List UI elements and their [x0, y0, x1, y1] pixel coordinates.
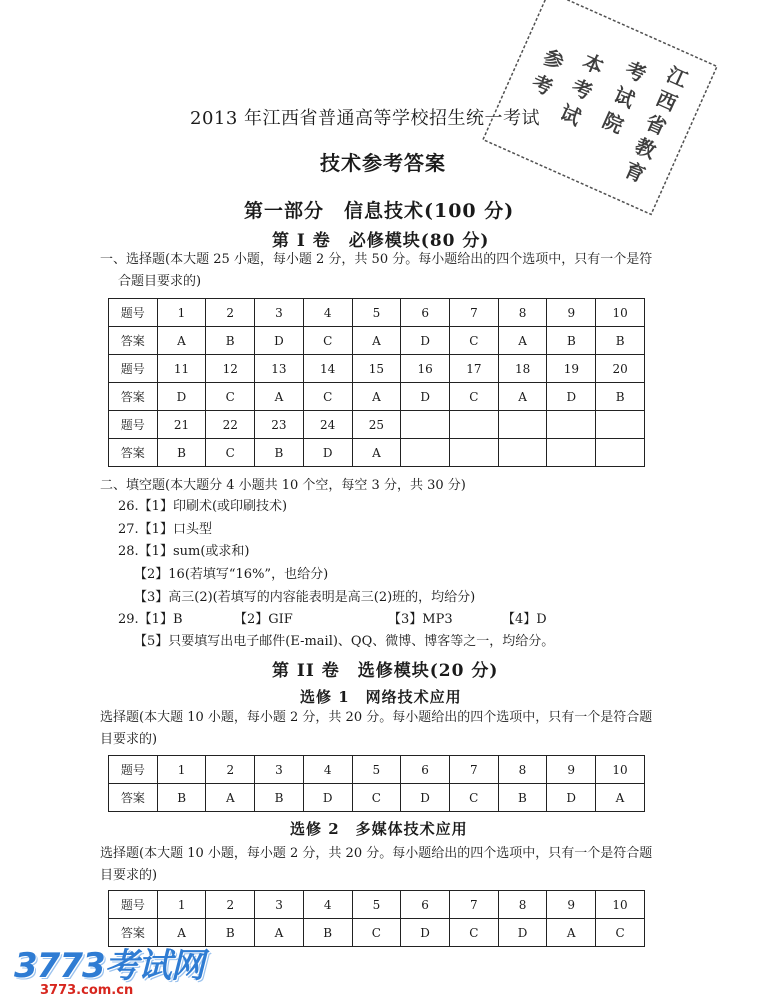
table-cell — [498, 411, 547, 439]
table-cell: 2 — [206, 756, 255, 784]
table-cell: C — [303, 327, 352, 355]
elective1-instructions-line2: 目要求的) — [100, 732, 158, 747]
table-cell: 7 — [449, 891, 498, 919]
table-cell: 7 — [450, 299, 499, 327]
table-cell: B — [498, 784, 547, 812]
stamp-char: 考 — [621, 56, 650, 87]
elective1-answer-table — [108, 755, 645, 812]
table-cell: B — [206, 919, 255, 947]
stamp-mark: 考 — [528, 69, 557, 101]
table-cell: A — [498, 383, 547, 411]
table-cell: A — [352, 383, 401, 411]
table-cell: 25 — [352, 411, 401, 439]
table-cell: B — [206, 327, 255, 355]
table-cell: 4 — [303, 891, 352, 919]
table-cell: B — [157, 784, 206, 812]
answer-28-1: 28.【1】sum(或求和) — [118, 544, 250, 559]
stamp-char: 院 — [598, 107, 627, 139]
table-cell: 15 — [352, 355, 401, 383]
table-cell: B — [596, 327, 645, 355]
table-cell: D — [401, 919, 450, 947]
row-header-cell: 题号 — [109, 355, 158, 383]
stamp-char: 教 — [631, 133, 660, 164]
table-cell: A — [596, 784, 645, 812]
table-cell: A — [255, 383, 304, 411]
table-cell: A — [157, 919, 206, 947]
table-cell: A — [352, 327, 401, 355]
question-number-row — [109, 299, 645, 327]
table-cell: B — [303, 919, 352, 947]
row-header-cell: 答案 — [109, 784, 158, 812]
table-cell: D — [401, 784, 450, 812]
row-header-cell: 题号 — [109, 411, 158, 439]
answer-key-title: 技术参考答案 — [320, 151, 446, 175]
table-cell: C — [206, 383, 255, 411]
answer-29-2: 【2】GIF — [234, 612, 293, 627]
answer-29-5: 【5】只要填写出电子邮件(E-mail)、QQ、微博、博客等之一，均给分。 — [134, 634, 555, 649]
table-cell: 1 — [157, 891, 206, 919]
table-cell: 7 — [449, 756, 498, 784]
table-cell: 18 — [498, 355, 547, 383]
table-cell: 8 — [498, 299, 547, 327]
section1-instructions-line1: 一、选择题(本大题 25 小题，每小题 2 分，共 50 分。每小题给出的四个选项中，只有一个是符 — [100, 252, 653, 267]
table-cell: 21 — [157, 411, 206, 439]
table-cell: 5 — [352, 756, 401, 784]
table-cell — [450, 439, 499, 467]
table-cell — [450, 411, 499, 439]
row-header-cell: 题号 — [109, 299, 158, 327]
table-cell: 10 — [596, 299, 645, 327]
answer-row — [109, 383, 645, 411]
table-cell: 9 — [547, 891, 596, 919]
part-heading: 第一部分 信息技术(100 分) — [244, 200, 515, 222]
stamp-mark: 考 — [567, 74, 596, 105]
table-cell: 2 — [206, 299, 255, 327]
table-cell: C — [352, 784, 401, 812]
table-cell: 20 — [596, 355, 645, 383]
table-cell: 3 — [255, 756, 304, 784]
table-cell: D — [157, 383, 206, 411]
row-header-cell: 题号 — [109, 891, 158, 919]
table-cell: 6 — [401, 299, 450, 327]
table-cell: D — [498, 919, 547, 947]
table-cell: 5 — [352, 299, 401, 327]
table-cell: D — [255, 327, 304, 355]
table-cell — [596, 439, 645, 467]
volume2-heading: 第 II 卷 选修模块(20 分) — [272, 661, 499, 681]
row-header-cell: 答案 — [109, 919, 158, 947]
volume1-heading: 第 I 卷 必修模块(80 分) — [272, 231, 490, 251]
table-cell: B — [157, 439, 206, 467]
table-cell: A — [352, 439, 401, 467]
stamp-char: 西 — [652, 85, 681, 116]
answer-26: 26.【1】印刷术(或印刷技术) — [118, 499, 288, 514]
table-cell: D — [401, 383, 450, 411]
table-cell: 10 — [596, 756, 645, 784]
question-number-row — [109, 891, 645, 919]
question-number-row — [109, 756, 645, 784]
row-header-cell: 答案 — [109, 383, 158, 411]
table-cell: 12 — [206, 355, 255, 383]
table-cell — [401, 439, 450, 467]
table-cell: B — [547, 327, 596, 355]
table-cell — [596, 411, 645, 439]
table-cell — [401, 411, 450, 439]
table-cell: 8 — [498, 756, 547, 784]
stamp-mark: 本 — [579, 48, 608, 79]
table-cell: 6 — [401, 891, 450, 919]
table-cell: A — [255, 919, 304, 947]
table-cell: 5 — [352, 891, 401, 919]
table-cell: C — [352, 919, 401, 947]
site-logo — [14, 938, 204, 998]
table-cell: D — [547, 383, 596, 411]
stamp-char: 育 — [620, 157, 649, 188]
answer-28-2: 【2】16(若填写“16%”，也给分) — [134, 567, 329, 582]
elective2-instructions-line1: 选择题(本大题 10 小题，每小题 2 分，共 20 分。每小题给出的四个选项中，只有一个是符合题 — [100, 846, 653, 861]
answer-29-1: 29.【1】B — [118, 612, 183, 627]
table-cell: 24 — [303, 411, 352, 439]
table-cell: D — [401, 327, 450, 355]
table-cell: 1 — [157, 756, 206, 784]
section2-heading: 二、填空题(本大题分 4 小题共 10 个空，每空 3 分，共 30 分) — [100, 478, 466, 493]
table-cell: C — [206, 439, 255, 467]
table-cell: C — [450, 383, 499, 411]
answer-row — [109, 784, 645, 812]
table-cell — [547, 411, 596, 439]
section1-answer-table — [108, 298, 645, 467]
answer-row — [109, 327, 645, 355]
table-cell: A — [206, 784, 255, 812]
table-cell: 19 — [547, 355, 596, 383]
table-cell: 23 — [255, 411, 304, 439]
elective1-instructions-line1: 选择题(本大题 10 小题，每小题 2 分，共 20 分。每小题给出的四个选项中，只有一个是符合题 — [100, 710, 653, 725]
table-cell: C — [449, 919, 498, 947]
question-number-row — [109, 411, 645, 439]
table-cell: D — [303, 439, 352, 467]
section1-instructions-line2: 合题目要求的) — [118, 274, 202, 289]
logo-url: 3773.com.cn — [40, 983, 134, 998]
logo-text: 3773考试网 — [14, 946, 204, 986]
stamp-char: 试 — [610, 82, 639, 113]
table-cell — [547, 439, 596, 467]
table-cell: 4 — [303, 756, 352, 784]
table-cell: 3 — [255, 299, 304, 327]
answer-27: 27.【1】口头型 — [118, 522, 212, 537]
table-cell: C — [303, 383, 352, 411]
stamp-mark: 试 — [556, 100, 585, 131]
table-cell: B — [255, 439, 304, 467]
table-cell: C — [596, 919, 645, 947]
stamp-mark: 参 — [539, 44, 568, 75]
table-cell: 4 — [303, 299, 352, 327]
table-cell: 11 — [157, 355, 206, 383]
elective2-heading: 选修 2 多媒体技术应用 — [290, 820, 468, 838]
table-cell: B — [596, 383, 645, 411]
table-cell: A — [498, 327, 547, 355]
table-cell: C — [449, 784, 498, 812]
table-cell: D — [547, 784, 596, 812]
question-number-row — [109, 355, 645, 383]
table-cell: 3 — [255, 891, 304, 919]
table-cell: 8 — [498, 891, 547, 919]
table-cell: 6 — [401, 756, 450, 784]
table-cell: 16 — [401, 355, 450, 383]
table-cell: A — [547, 919, 596, 947]
row-header-cell: 答案 — [109, 439, 158, 467]
answer-29-3: 【3】MP3 — [388, 612, 453, 627]
answer-29-4: 【4】D — [502, 612, 547, 627]
table-cell: 10 — [596, 891, 645, 919]
table-cell: B — [255, 784, 304, 812]
stamp-char: 省 — [642, 109, 671, 140]
stamp-char: 江 — [663, 62, 692, 93]
elective2-instructions-line2: 目要求的) — [100, 868, 158, 883]
elective1-heading: 选修 1 网络技术应用 — [300, 688, 462, 706]
table-cell: 2 — [206, 891, 255, 919]
table-cell: 14 — [303, 355, 352, 383]
table-cell: 13 — [255, 355, 304, 383]
table-cell: 9 — [547, 756, 596, 784]
table-cell: 1 — [157, 299, 206, 327]
table-cell: 17 — [450, 355, 499, 383]
row-header-cell: 题号 — [109, 756, 158, 784]
table-cell: 22 — [206, 411, 255, 439]
table-cell: C — [450, 327, 499, 355]
exam-title: 2013 年江西省普通高等学校招生统一考试 — [190, 108, 541, 129]
table-cell: A — [157, 327, 206, 355]
answer-row — [109, 439, 645, 467]
table-cell: D — [303, 784, 352, 812]
table-cell — [498, 439, 547, 467]
answer-28-3: 【3】高三(2)(若填写的内容能表明是高三(2)班的，均给分) — [134, 590, 476, 605]
row-header-cell: 答案 — [109, 327, 158, 355]
table-cell: 9 — [547, 299, 596, 327]
